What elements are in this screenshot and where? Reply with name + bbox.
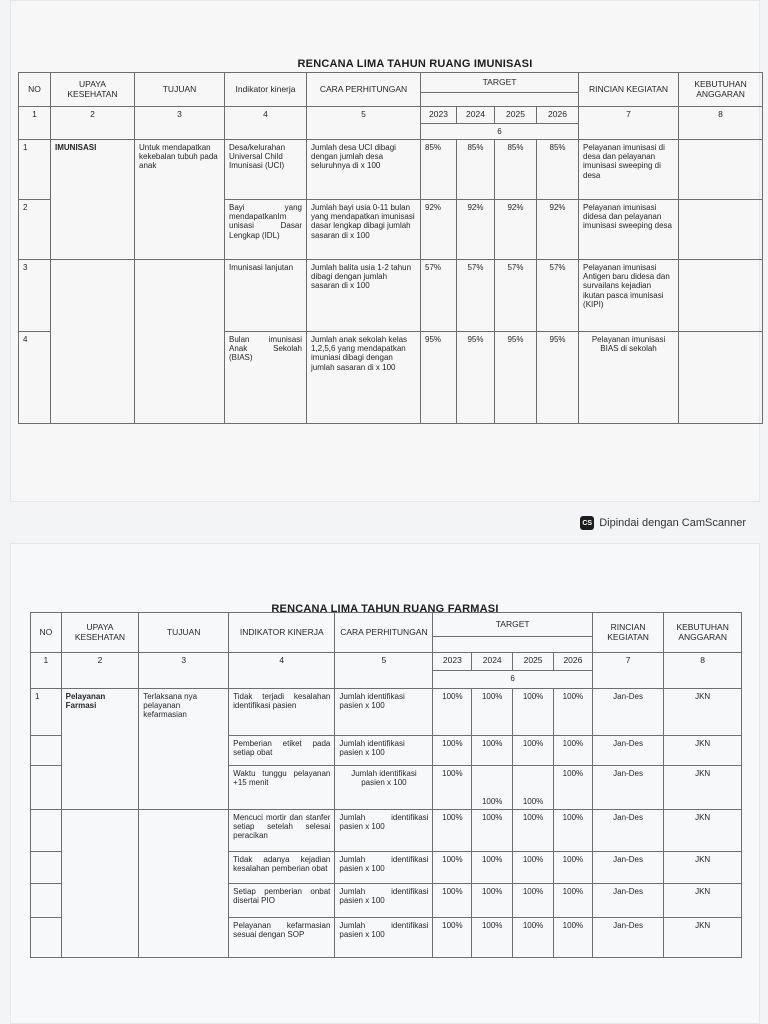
target-cell: 100% bbox=[513, 852, 554, 884]
header-target: TARGET bbox=[433, 613, 592, 637]
anggaran-cell bbox=[679, 199, 763, 259]
target-cell: 100% bbox=[553, 918, 592, 958]
cara-cell: Jumlah identifikasi pasien x 100 bbox=[335, 852, 433, 884]
colnum-2: 2 bbox=[51, 107, 135, 140]
target-cell: 100% bbox=[513, 918, 554, 958]
header-rincian: RINCIAN KEGIATAN bbox=[592, 613, 664, 653]
header-upaya: UPAYA KESEHATAN bbox=[51, 73, 135, 107]
target-cell: 85% bbox=[495, 139, 537, 199]
rincian-cell: Jan-Des bbox=[592, 810, 664, 852]
tujuan-cell: Untuk mendapatkan kekebalan tubuh pada anak bbox=[135, 139, 225, 259]
indikator-cell: Imunisasi lanjutan bbox=[225, 259, 307, 331]
anggaran-cell: JKN bbox=[664, 810, 742, 852]
target-cell: 100% bbox=[553, 884, 592, 918]
cara-cell: Jumlah balita usia 1-2 tahun dibagi dengan jumlah sasaran di x 100 bbox=[307, 259, 421, 331]
target-cell: 100% bbox=[513, 736, 554, 766]
target-cell: 100% bbox=[472, 884, 513, 918]
target-cell: 100% bbox=[472, 852, 513, 884]
row-no-empty bbox=[31, 736, 62, 766]
upaya-cell: IMUNISASI bbox=[51, 139, 135, 259]
target-cell: 100% bbox=[433, 810, 472, 852]
anggaran-cell: JKN bbox=[664, 852, 742, 884]
colnum-6: 6 bbox=[433, 671, 592, 689]
rincian-cell: Pelayanan imunisasi di desa dan pelayanan imunisasi sweeping di desa bbox=[579, 139, 679, 199]
anggaran-cell: JKN bbox=[664, 918, 742, 958]
page-title: RENCANA LIMA TAHUN RUANG IMUNISASI bbox=[297, 58, 533, 70]
imunisasi-table bbox=[18, 72, 763, 424]
year-2024: 2024 bbox=[457, 107, 495, 124]
row-no: 1 bbox=[19, 139, 51, 199]
tujuan-cell-empty bbox=[135, 259, 225, 423]
upaya-cell: Pelayanan Farmasi bbox=[61, 689, 139, 810]
farmasi-table bbox=[30, 612, 742, 958]
year-2025: 2025 bbox=[513, 653, 554, 671]
rincian-cell: Jan-Des bbox=[592, 736, 664, 766]
colnum-8: 8 bbox=[679, 107, 763, 140]
target-cell: 100% bbox=[513, 766, 554, 810]
tujuan-cell: Terlaksana nya pelayanan kefarmasian bbox=[139, 689, 229, 810]
header-tujuan: TUJUAN bbox=[135, 73, 225, 107]
indikator-cell: Bulan imunisasi Anak Sekolah (BIAS) bbox=[225, 331, 307, 423]
colnum-5: 5 bbox=[307, 107, 421, 140]
target-cell: 57% bbox=[495, 259, 537, 331]
header-cara: CARA PERHITUNGAN bbox=[335, 613, 433, 653]
colnum-3: 3 bbox=[135, 107, 225, 140]
target-cell: 57% bbox=[421, 259, 457, 331]
camscanner-text: Dipindai dengan CamScanner bbox=[599, 517, 746, 529]
anggaran-cell: JKN bbox=[664, 884, 742, 918]
year-2023: 2023 bbox=[421, 107, 457, 124]
target-cell: 100% bbox=[433, 689, 472, 736]
indikator-cell: Setiap pemberian onbat disertai PIO bbox=[229, 884, 335, 918]
target-cell: 85% bbox=[537, 139, 579, 199]
year-2024: 2024 bbox=[472, 653, 513, 671]
indikator-cell: Tidak adanya kejadian kesalahan pemberian obat bbox=[229, 852, 335, 884]
row-no: 4 bbox=[19, 331, 51, 423]
target-cell: 100% bbox=[472, 689, 513, 736]
cara-cell: Jumlah identifikasi pasien x 100 bbox=[335, 766, 433, 810]
cara-cell: Jumlah bayi usia 0-11 bulan yang mendapatkan imunisasi dasar lengkap dibagi jumlah sasaran di x 100 bbox=[307, 199, 421, 259]
rincian-cell: Pelayanan imunisasi Antigen baru didesa dan survailans kejadian ikutan pasca imunisasi (KIPI) bbox=[579, 259, 679, 331]
colnum-1: 1 bbox=[31, 653, 62, 689]
header-kebutuhan: KEBUTUHAN ANGGARAN bbox=[679, 73, 763, 107]
indikator-cell: Waktu tunggu pelayanan +15 menit bbox=[229, 766, 335, 810]
cara-cell: Jumlah identifikasi pasien x 100 bbox=[335, 918, 433, 958]
target-cell: 57% bbox=[537, 259, 579, 331]
target-cell: 57% bbox=[457, 259, 495, 331]
tujuan-cell-empty bbox=[139, 810, 229, 958]
target-cell: 100% bbox=[513, 810, 554, 852]
indikator-cell: Desa/kelurahan Universal Child Imunisasi (UCI) bbox=[225, 139, 307, 199]
target-cell: 85% bbox=[421, 139, 457, 199]
target-cell: 100% bbox=[433, 736, 472, 766]
indikator-cell: Pelayanan kefarmasian sesuai dengan SOP bbox=[229, 918, 335, 958]
indikator-cell: Bayi yang mendapatkanIm unisasi Dasar Lengkap (IDL) bbox=[225, 199, 307, 259]
target-cell: 100% bbox=[553, 810, 592, 852]
year-2023: 2023 bbox=[433, 653, 472, 671]
target-cell: 100% bbox=[433, 766, 472, 810]
anggaran-cell bbox=[679, 139, 763, 199]
indikator-cell: Mencuci mortir dan stanfer setiap setelah selesai peracikan bbox=[229, 810, 335, 852]
target-cell: 100% bbox=[513, 689, 554, 736]
target-cell: 100% bbox=[553, 766, 592, 810]
header-no: NO bbox=[19, 73, 51, 107]
row-no-empty bbox=[31, 810, 62, 852]
row-no-empty bbox=[31, 852, 62, 884]
target-cell: 92% bbox=[495, 199, 537, 259]
row-no: 3 bbox=[19, 259, 51, 331]
target-cell: 92% bbox=[457, 199, 495, 259]
upaya-cell-empty bbox=[61, 810, 139, 958]
target-cell: 100% bbox=[513, 884, 554, 918]
header-indikator: Indikator kinerja bbox=[225, 73, 307, 107]
colnum-8: 8 bbox=[664, 653, 742, 689]
target-cell: 85% bbox=[457, 139, 495, 199]
target-cell: 92% bbox=[421, 199, 457, 259]
colnum-1: 1 bbox=[19, 107, 51, 140]
rincian-cell: Jan-Des bbox=[592, 689, 664, 736]
colnum-5: 5 bbox=[335, 653, 433, 689]
year-2026: 2026 bbox=[553, 653, 592, 671]
row-no-empty bbox=[31, 918, 62, 958]
colnum-2: 2 bbox=[61, 653, 139, 689]
colnum-4: 4 bbox=[229, 653, 335, 689]
colnum-7: 7 bbox=[592, 653, 664, 689]
target-cell: 92% bbox=[537, 199, 579, 259]
anggaran-cell: JKN bbox=[664, 736, 742, 766]
anggaran-cell: JKN bbox=[664, 766, 742, 810]
row-no-empty bbox=[31, 884, 62, 918]
rincian-cell: Pelayanan imunisasi didesa dan pelayanan imunisasi sweeping desa bbox=[579, 199, 679, 259]
cara-cell: Jumlah identifikasi pasien x 100 bbox=[335, 736, 433, 766]
target-cell: 100% bbox=[472, 766, 513, 810]
header-cara: CARA PERHITUNGAN bbox=[307, 73, 421, 107]
header-target: TARGET bbox=[421, 73, 579, 93]
header-rincian: RINCIAN KEGIATAN bbox=[579, 73, 679, 107]
header-kebutuhan: KEBUTUHAN ANGGARAN bbox=[664, 613, 742, 653]
colnum-7: 7 bbox=[579, 107, 679, 140]
colnum-3: 3 bbox=[139, 653, 229, 689]
target-cell: 100% bbox=[433, 918, 472, 958]
page-title: RENCANA LIMA TAHUN RUANG FARMASI bbox=[271, 603, 499, 615]
camscanner-logo-icon: CS bbox=[580, 516, 594, 530]
header-no: NO bbox=[31, 613, 62, 653]
cara-cell: Jumlah identifikasi pasien x 100 bbox=[335, 884, 433, 918]
rincian-cell: Jan-Des bbox=[592, 766, 664, 810]
indikator-cell: Pemberian etiket pada setiap obat bbox=[229, 736, 335, 766]
scanned-page-imunisasi bbox=[10, 0, 760, 502]
target-cell: 100% bbox=[472, 736, 513, 766]
header-upaya: UPAYA KESEHATAN bbox=[61, 613, 139, 653]
target-cell: 95% bbox=[421, 331, 457, 423]
target-cell: 100% bbox=[472, 810, 513, 852]
anggaran-cell bbox=[679, 259, 763, 331]
year-2025: 2025 bbox=[495, 107, 537, 124]
year-2026: 2026 bbox=[537, 107, 579, 124]
target-cell: 100% bbox=[553, 852, 592, 884]
cara-cell: Jumlah anak sekolah kelas 1,2,5,6 yang mendapatkan imuniasi dibagi dengan jumlah sasaran di x 100 bbox=[307, 331, 421, 423]
indikator-cell: Tidak terjadi kesalahan identifikasi pasien bbox=[229, 689, 335, 736]
row-no: 2 bbox=[19, 199, 51, 259]
anggaran-cell: JKN bbox=[664, 689, 742, 736]
rincian-cell: Jan-Des bbox=[592, 884, 664, 918]
anggaran-cell bbox=[679, 331, 763, 423]
target-cell: 100% bbox=[472, 918, 513, 958]
cara-cell: Jumlah identifikasi pasien x 100 bbox=[335, 689, 433, 736]
cara-cell: Jumlah identifikasi pasien x 100 bbox=[335, 810, 433, 852]
colnum-6: 6 bbox=[421, 123, 579, 139]
camscanner-watermark bbox=[580, 516, 746, 530]
upaya-cell-empty bbox=[51, 259, 135, 423]
target-cell: 100% bbox=[433, 852, 472, 884]
target-cell: 95% bbox=[537, 331, 579, 423]
header-tujuan: TUJUAN bbox=[139, 613, 229, 653]
rincian-cell: Pelayanan imunisasi BIAS di sekolah bbox=[579, 331, 679, 423]
row-no-empty bbox=[31, 766, 62, 810]
header-indikator: INDIKATOR KINERJA bbox=[229, 613, 335, 653]
target-cell: 100% bbox=[553, 736, 592, 766]
target-cell: 95% bbox=[457, 331, 495, 423]
target-cell: 95% bbox=[495, 331, 537, 423]
rincian-cell: Jan-Des bbox=[592, 918, 664, 958]
row-no: 1 bbox=[31, 689, 62, 736]
rincian-cell: Jan-Des bbox=[592, 852, 664, 884]
cara-cell: Jumlah desa UCI dibagi dengan jumlah desa seluruhnya di x 100 bbox=[307, 139, 421, 199]
target-cell: 100% bbox=[433, 884, 472, 918]
target-cell: 100% bbox=[553, 689, 592, 736]
colnum-4: 4 bbox=[225, 107, 307, 140]
